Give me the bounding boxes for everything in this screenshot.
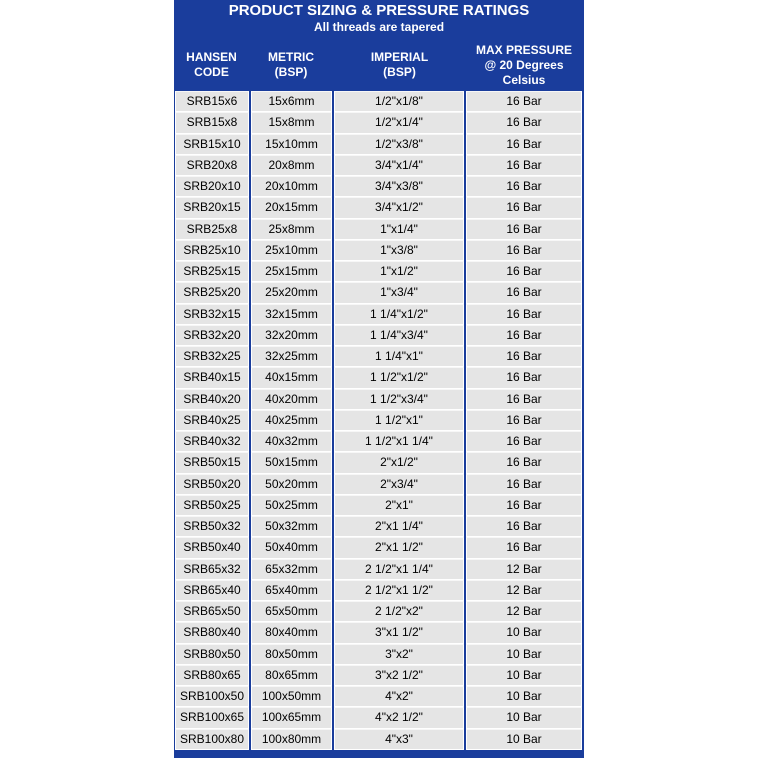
cell-imperial: 3"x1 1/2" (334, 622, 464, 643)
cell-imperial: 1"x3/4" (334, 282, 464, 303)
table-row (175, 558, 583, 579)
cell-imperial: 1/2"x1/4" (334, 112, 464, 133)
cell-metric: 100x80mm (251, 729, 332, 750)
table-row (175, 664, 583, 685)
cell-metric: 50x20mm (251, 474, 332, 495)
cell-imperial: 2"x1" (334, 495, 464, 516)
column-header-line: METRIC (268, 50, 314, 64)
cell-hansen-code: SRB15x10 (175, 134, 249, 155)
cell-max-pressure: 16 Bar (466, 197, 582, 218)
cell-metric: 32x25mm (251, 346, 332, 367)
cell-metric: 32x15mm (251, 304, 332, 325)
cell-hansen-code: SRB20x15 (175, 197, 249, 218)
cell-imperial: 1/2"x1/8" (334, 91, 464, 112)
cell-metric: 80x50mm (251, 644, 332, 665)
cell-metric: 20x10mm (251, 176, 332, 197)
table-row (175, 303, 583, 324)
cell-metric: 100x50mm (251, 686, 332, 707)
cell-metric: 32x20mm (251, 325, 332, 346)
cell-hansen-code: SRB50x25 (175, 495, 249, 516)
cell-hansen-code: SRB25x15 (175, 261, 249, 282)
cell-max-pressure: 16 Bar (466, 516, 582, 537)
cell-max-pressure: 16 Bar (466, 176, 582, 197)
column-header-line: (BSP) (274, 65, 308, 79)
cell-hansen-code: SRB50x32 (175, 516, 249, 537)
cell-metric: 80x40mm (251, 622, 332, 643)
cell-hansen-code: SRB32x25 (175, 346, 249, 367)
column-header-line: Celsius (502, 72, 546, 87)
cell-max-pressure: 16 Bar (466, 91, 582, 112)
cell-imperial: 2 1/2"x2" (334, 601, 464, 622)
cell-imperial: 2"x1/2" (334, 452, 464, 473)
cell-max-pressure: 10 Bar (466, 644, 582, 665)
cell-imperial: 1 1/4"x1" (334, 346, 464, 367)
cell-max-pressure: 16 Bar (466, 474, 582, 495)
table-row (175, 473, 583, 494)
column-header-line: IMPERIAL (370, 50, 429, 64)
cell-hansen-code: SRB40x32 (175, 431, 249, 452)
cell-metric: 65x40mm (251, 580, 332, 601)
table-row (175, 345, 583, 366)
column-header-line: HANSEN (186, 50, 237, 64)
table-title: PRODUCT SIZING & PRESSURE RATINGS (228, 2, 530, 19)
cell-imperial: 1 1/4"x3/4" (334, 325, 464, 346)
cell-imperial: 4"x2 1/2" (334, 707, 464, 728)
table-row (175, 494, 583, 515)
cell-max-pressure: 12 Bar (466, 601, 582, 622)
cell-hansen-code: SRB20x8 (175, 155, 249, 176)
cell-metric: 20x8mm (251, 155, 332, 176)
cell-metric: 25x10mm (251, 240, 332, 261)
cell-hansen-code: SRB80x65 (175, 665, 249, 686)
table-row (175, 536, 583, 557)
cell-hansen-code: SRB50x15 (175, 452, 249, 473)
table-row (175, 90, 583, 111)
table-row (175, 579, 583, 600)
cell-hansen-code: SRB80x40 (175, 622, 249, 643)
cell-max-pressure: 16 Bar (466, 112, 582, 133)
pressure-ratings-table (174, 0, 584, 758)
table-subtitle: All threads are tapered (313, 20, 445, 34)
table-row (175, 685, 583, 706)
cell-hansen-code: SRB25x8 (175, 219, 249, 240)
column-header-metric (249, 40, 333, 90)
cell-hansen-code: SRB40x25 (175, 410, 249, 431)
cell-max-pressure: 16 Bar (466, 537, 582, 558)
table-row (175, 281, 583, 302)
column-header-max-pressure (466, 40, 582, 90)
table-row (175, 239, 583, 260)
table-row (175, 324, 583, 345)
cell-hansen-code: SRB32x15 (175, 304, 249, 325)
cell-imperial: 3/4"x1/2" (334, 197, 464, 218)
table-row (175, 196, 583, 217)
cell-imperial: 4"x2" (334, 686, 464, 707)
cell-max-pressure: 16 Bar (466, 282, 582, 303)
cell-hansen-code: SRB65x32 (175, 559, 249, 580)
cell-metric: 20x15mm (251, 197, 332, 218)
cell-hansen-code: SRB32x20 (175, 325, 249, 346)
cell-metric: 15x6mm (251, 91, 332, 112)
cell-imperial: 2 1/2"x1 1/4" (334, 559, 464, 580)
cell-metric: 100x65mm (251, 707, 332, 728)
cell-max-pressure: 10 Bar (466, 665, 582, 686)
cell-metric: 50x32mm (251, 516, 332, 537)
cell-max-pressure: 16 Bar (466, 261, 582, 282)
cell-max-pressure: 16 Bar (466, 410, 582, 431)
cell-imperial: 3/4"x3/8" (334, 176, 464, 197)
cell-metric: 40x20mm (251, 389, 332, 410)
cell-hansen-code: SRB50x20 (175, 474, 249, 495)
cell-hansen-code: SRB80x50 (175, 644, 249, 665)
cell-hansen-code: SRB15x8 (175, 112, 249, 133)
table-body (175, 90, 583, 749)
cell-hansen-code: SRB40x15 (175, 367, 249, 388)
cell-imperial: 1 1/2"x1" (334, 410, 464, 431)
cell-max-pressure: 12 Bar (466, 580, 582, 601)
cell-max-pressure: 16 Bar (466, 452, 582, 473)
cell-metric: 50x25mm (251, 495, 332, 516)
cell-imperial: 3"x2 1/2" (334, 665, 464, 686)
cell-max-pressure: 16 Bar (466, 240, 582, 261)
cell-max-pressure: 16 Bar (466, 304, 582, 325)
cell-metric: 80x65mm (251, 665, 332, 686)
cell-max-pressure: 16 Bar (466, 219, 582, 240)
cell-metric: 50x40mm (251, 537, 332, 558)
cell-hansen-code: SRB40x20 (175, 389, 249, 410)
cell-max-pressure: 10 Bar (466, 622, 582, 643)
cell-max-pressure: 12 Bar (466, 559, 582, 580)
cell-max-pressure: 16 Bar (466, 346, 582, 367)
cell-imperial: 1 1/2"x3/4" (334, 389, 464, 410)
cell-metric: 25x20mm (251, 282, 332, 303)
cell-imperial: 4"x3" (334, 729, 464, 750)
cell-max-pressure: 16 Bar (466, 389, 582, 410)
cell-imperial: 1/2"x3/8" (334, 134, 464, 155)
cell-hansen-code: SRB65x40 (175, 580, 249, 601)
table-row (175, 111, 583, 132)
cell-hansen-code: SRB65x50 (175, 601, 249, 622)
cell-metric: 15x10mm (251, 134, 332, 155)
cell-hansen-code: SRB25x20 (175, 282, 249, 303)
column-header-line: MAX PRESSURE (475, 42, 573, 57)
cell-imperial: 2"x1 1/4" (334, 516, 464, 537)
cell-hansen-code: SRB100x80 (175, 729, 249, 750)
cell-max-pressure: 16 Bar (466, 367, 582, 388)
table-row (175, 451, 583, 472)
table-row (175, 600, 583, 621)
table-row (175, 133, 583, 154)
cell-hansen-code: SRB100x50 (175, 686, 249, 707)
cell-imperial: 1"x1/4" (334, 219, 464, 240)
cell-hansen-code: SRB25x10 (175, 240, 249, 261)
table-row (175, 366, 583, 387)
cell-imperial: 1 1/2"x1/2" (334, 367, 464, 388)
table-row (175, 515, 583, 536)
table-row (175, 218, 583, 239)
cell-hansen-code: SRB20x10 (175, 176, 249, 197)
table-row (175, 643, 583, 664)
column-header-line: @ 20 Degrees (484, 57, 564, 72)
cell-metric: 50x15mm (251, 452, 332, 473)
table-row (175, 430, 583, 451)
cell-max-pressure: 16 Bar (466, 134, 582, 155)
table-row (175, 409, 583, 430)
table-row (175, 260, 583, 281)
cell-metric: 40x32mm (251, 431, 332, 452)
table-row (175, 388, 583, 409)
cell-metric: 15x8mm (251, 112, 332, 133)
cell-max-pressure: 10 Bar (466, 707, 582, 728)
table-row (175, 621, 583, 642)
cell-max-pressure: 10 Bar (466, 686, 582, 707)
table-row (175, 706, 583, 727)
cell-hansen-code: SRB50x40 (175, 537, 249, 558)
cell-max-pressure: 10 Bar (466, 729, 582, 750)
cell-metric: 40x15mm (251, 367, 332, 388)
cell-max-pressure: 16 Bar (466, 155, 582, 176)
cell-metric: 65x32mm (251, 559, 332, 580)
cell-imperial: 2"x3/4" (334, 474, 464, 495)
cell-imperial: 1 1/4"x1/2" (334, 304, 464, 325)
cell-imperial: 3"x2" (334, 644, 464, 665)
cell-metric: 25x15mm (251, 261, 332, 282)
column-header-hansen-code (174, 40, 249, 90)
cell-imperial: 1"x3/8" (334, 240, 464, 261)
cell-imperial: 3/4"x1/4" (334, 155, 464, 176)
cell-metric: 65x50mm (251, 601, 332, 622)
cell-imperial: 1 1/2"x1 1/4" (334, 431, 464, 452)
cell-hansen-code: SRB15x6 (175, 91, 249, 112)
cell-imperial: 2"x1 1/2" (334, 537, 464, 558)
column-header-imperial (333, 40, 466, 90)
table-row (175, 728, 583, 749)
table-row (175, 154, 583, 175)
cell-hansen-code: SRB100x65 (175, 707, 249, 728)
cell-metric: 40x25mm (251, 410, 332, 431)
cell-max-pressure: 16 Bar (466, 431, 582, 452)
table-row (175, 175, 583, 196)
cell-max-pressure: 16 Bar (466, 495, 582, 516)
cell-imperial: 2 1/2"x1 1/2" (334, 580, 464, 601)
cell-max-pressure: 16 Bar (466, 325, 582, 346)
column-header-line: (BSP) (383, 65, 416, 79)
column-header-line: CODE (194, 65, 229, 79)
cell-imperial: 1"x1/2" (334, 261, 464, 282)
cell-metric: 25x8mm (251, 219, 332, 240)
